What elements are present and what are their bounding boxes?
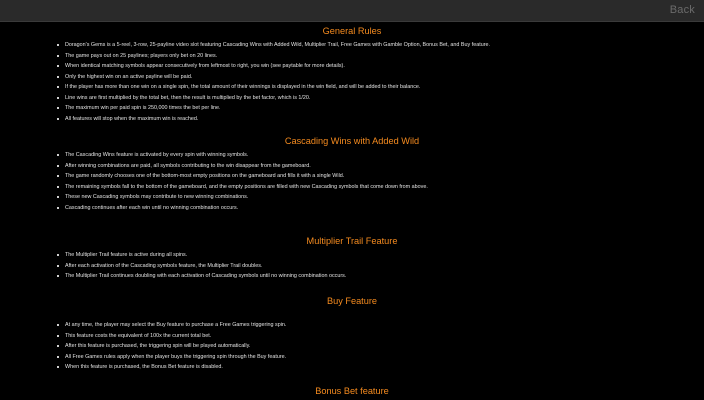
section-title-general-rules: General Rules xyxy=(322,26,382,36)
rule-item: Line wins are first multiplied by the total bet, then the result is multiplied by the bet factor, which is 1/20. xyxy=(57,93,657,104)
rule-item: After each activation of the Cascading symbols feature, the Multiplier Trail doubles. xyxy=(57,261,657,272)
rule-item: The game pays out on 25 paylines; players only bet on 20 lines. xyxy=(57,51,657,62)
rule-item: When identical matching symbols appear consecutively from leftmost to right, you win (see paytable for more details). xyxy=(57,61,657,72)
rule-item: The remaining symbols fall to the bottom of the gameboard, and the empty positions are filled with new Cascading symbols that come down from above. xyxy=(57,182,657,193)
section-title-cascading-wins: Cascading Wins with Added Wild xyxy=(284,136,420,146)
rule-item: Doragon's Gems is a 5-reel, 3-row, 25-payline video slot featuring Cascading Wins with Added Wild, Multiplier Trail, Free Games with Gamble Option, Bonus Bet, and Buy feature. xyxy=(57,40,657,51)
section-title-bonus-bet: Bonus Bet feature xyxy=(315,386,389,396)
section-title-buy-feature: Buy Feature xyxy=(326,296,378,306)
rule-item: Only the highest win on an active payline will be paid. xyxy=(57,72,657,83)
top-bar xyxy=(0,0,704,22)
back-button[interactable]: Back xyxy=(669,4,695,16)
rule-item: If the player has more than one win on a single spin, the total amount of their winnings is displayed in the win field, and will be added to their balance. xyxy=(57,82,657,93)
rule-item: After winning combinations are paid, all symbols contributing to the win disappear from the gameboard. xyxy=(57,161,657,172)
section-title-multiplier-trail: Multiplier Trail Feature xyxy=(306,236,398,246)
buy-feature-list xyxy=(57,320,657,373)
multiplier-trail-list xyxy=(57,250,657,282)
rule-item: This feature costs the equivalent of 100x the current total bet. xyxy=(57,331,657,342)
rule-item: The game randomly chooses one of the bottom-most empty positions on the gameboard and fills it with a single Wild. xyxy=(57,171,657,182)
rule-item: At any time, the player may select the Buy feature to purchase a Free Games triggering spin. xyxy=(57,320,657,331)
rule-item: The maximum win per paid spin is 250,000 times the bet per line. xyxy=(57,103,657,114)
rules-content[interactable] xyxy=(0,22,704,400)
rule-item: These new Cascading symbols may contribute to new winning combinations. xyxy=(57,192,657,203)
rule-item: All Free Games rules apply when the player buys the triggering spin through the Buy feature. xyxy=(57,352,657,363)
rule-item: After this feature is purchased, the triggering spin will be played automatically. xyxy=(57,341,657,352)
rule-item: When this feature is purchased, the Bonus Bet feature is disabled. xyxy=(57,362,657,373)
rule-item: Cascading continues after each win until no winning combination occurs. xyxy=(57,203,657,214)
rule-item: All features will stop when the maximum win is reached. xyxy=(57,114,657,125)
cascading-wins-list xyxy=(57,150,657,213)
rule-item: The Cascading Wins feature is activated by every spin with winning symbols. xyxy=(57,150,657,161)
general-rules-list xyxy=(57,40,657,124)
rule-item: The Multiplier Trail continues doubling with each activation of Cascading symbols until no winning combination occurs. xyxy=(57,271,657,282)
rule-item: The Multiplier Trail feature is active during all spins. xyxy=(57,250,657,261)
